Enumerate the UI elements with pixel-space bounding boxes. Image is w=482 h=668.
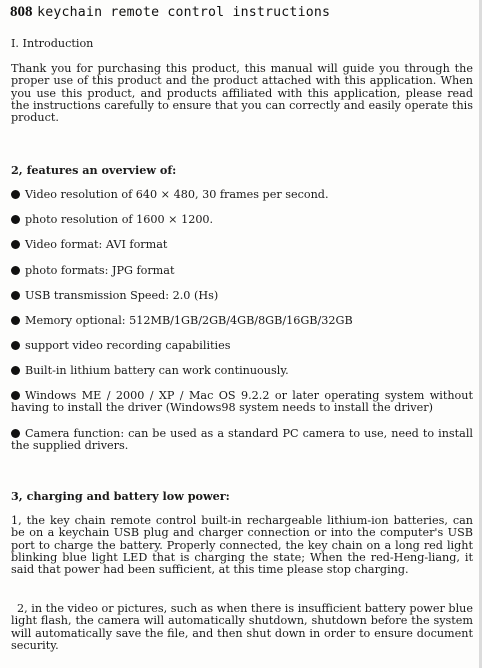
section-heading-features: 2, features an overview of: xyxy=(11,163,177,177)
bullet-icon xyxy=(11,429,20,438)
feature-item-text: Built-in lithium battery can work continuously. xyxy=(25,364,289,377)
bullet-icon xyxy=(11,190,20,199)
feature-item-text: Video resolution of 640 × 480, 30 frames per second. xyxy=(25,188,329,201)
feature-item xyxy=(11,315,473,327)
title-text: keychain remote control instructions xyxy=(37,5,331,20)
feature-item-text: photo formats: JPG format xyxy=(25,264,175,277)
feature-item-text: photo resolution of 1600 × 1200. xyxy=(25,213,214,226)
bullet-icon xyxy=(11,391,20,400)
feature-item xyxy=(11,390,473,415)
charging-paragraph: 2, in the video or pictures, such as when there is insufficient battery power blue light flash, the camera will automatically shutdown, shutdown before the system will automatically save the file, and then shut down in order to ensure document security. xyxy=(11,602,473,652)
feature-item xyxy=(11,265,473,277)
feature-item xyxy=(11,340,473,352)
feature-item-text: support video recording capabilities xyxy=(25,339,231,352)
bullet-icon xyxy=(11,240,20,249)
bullet-icon xyxy=(11,341,20,350)
feature-item xyxy=(11,214,473,226)
bullet-icon xyxy=(11,316,20,325)
charging-paragraph: 1, the key chain remote control built-in rechargeable lithium-ion batteries, can be on a keychain USB plug and charger connection or into the computer's USB port to charge the battery. Properly connected, the key chain on a long red light blinking blue light LED that is charging the state; When the red-Heng-liang, it said that power had been sufficient, at this time please stop charging. xyxy=(11,514,473,577)
introduction-paragraph: Thank you for purchasing this product, this manual will guide you through the proper use of this product and the product attached with this application. When you use this product, and products affiliated with this application, please read the instructions carefully to ensure that you can correctly and easily operate this product. xyxy=(11,62,473,125)
section-heading-charging: 3, charging and battery low power: xyxy=(11,489,230,503)
feature-item-text: Video format: AVI format xyxy=(25,238,168,251)
bullet-icon xyxy=(11,215,20,224)
feature-item-text: Memory optional: 512MB/1GB/2GB/4GB/8GB/16GB/32GB xyxy=(25,314,353,327)
page-title xyxy=(10,4,330,21)
feature-item-text: Camera function: can be used as a standard PC camera to use, need to install the supplied drivers. xyxy=(11,427,473,453)
feature-item xyxy=(11,428,473,453)
title-number: 808 xyxy=(10,4,33,20)
feature-item xyxy=(11,365,473,377)
feature-item xyxy=(11,290,473,302)
bullet-icon xyxy=(11,291,20,300)
feature-item xyxy=(11,189,473,201)
feature-item xyxy=(11,239,473,251)
section-heading-introduction: I. Introduction xyxy=(11,37,94,50)
bullet-icon xyxy=(11,266,20,275)
feature-item-text: Windows ME / 2000 / XP / Mac OS 9.2.2 or later operating system without having to install the driver (Windows98 system needs to install the driver) xyxy=(11,389,473,415)
feature-item-text: USB transmission Speed: 2.0 (Hs) xyxy=(25,289,219,302)
bullet-icon xyxy=(11,366,20,375)
